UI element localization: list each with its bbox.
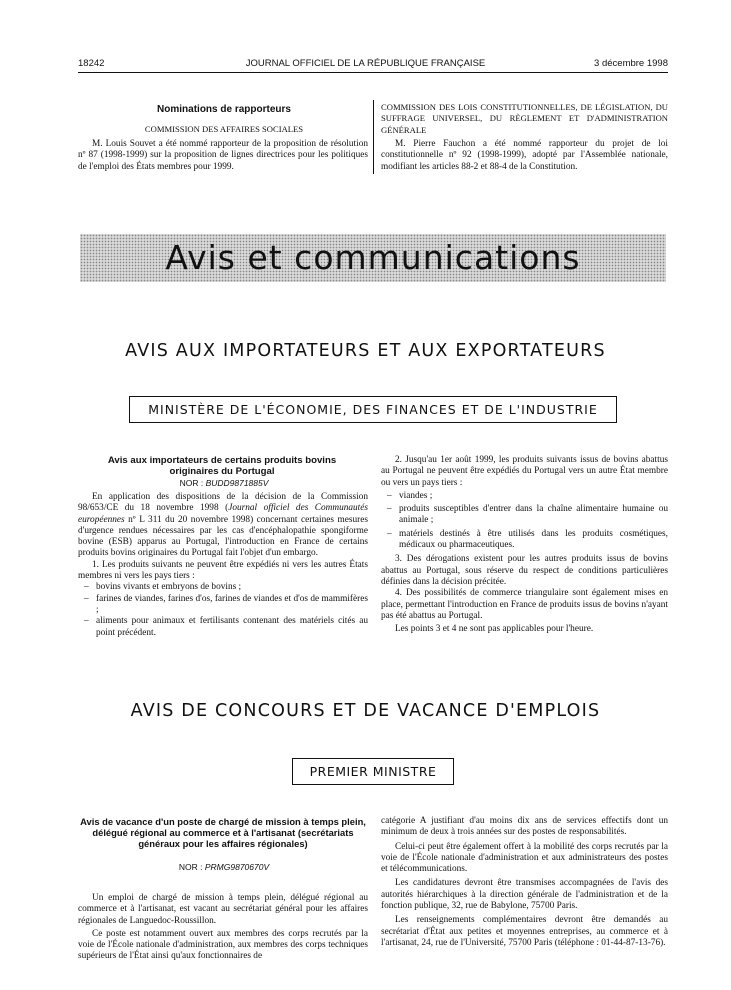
banner-title: Avis et communications — [165, 238, 581, 277]
notice-title-concours: Avis de vacance d'un poste de chargé de mission à temps plein, délégué régional au commerce et à l'artisanat (secrétariats généraux pour les affaires régionales) — [80, 816, 366, 850]
applications-paragraph: Les candidatures devront être transmises accompagnées de l'avis des autorités hiérarchiques à la direction générale de l'administration et de la fonction publique, 32, rue de Babylone, 75700 Paris. — [381, 878, 668, 912]
point-3: 3. Des dérogations existent pour les autres produits issus de bovins abattus au Portugal, sous réserve du respect de conditions particulières définies dans la décision précitée. — [381, 554, 668, 587]
list-item: – bovins vivants et embryons de bovins ; — [78, 582, 368, 593]
nor-importateurs — [78, 478, 370, 488]
importateurs-right-column — [381, 455, 668, 635]
list-item: – viandes ; — [381, 491, 668, 502]
nor-label: NOR : — [178, 862, 203, 872]
list-item: – farines de viandes, farines d'os, farines de viandes et d'os de mammifères ; — [78, 594, 368, 617]
journal-title: JOURNAL OFFICIEL DE LA RÉPUBLIQUE FRANÇAISE — [245, 58, 486, 69]
premier-ministre-label: PREMIER MINISTRE — [309, 764, 437, 779]
point-4: 4. Des possibilités de commerce triangulaire sont également mises en place, permettant l'introduction en France de produits issus de bovins n'ayant pas été abattus au Portugal. — [381, 588, 668, 621]
nor-code: BUDD9871885V — [205, 478, 269, 488]
point-2-list — [381, 491, 668, 551]
point-1-list — [78, 582, 368, 638]
point-1: 1. Les produits suivants ne peuvent être expédiés ni vers les autres États membres ni vers les pays tiers : — [78, 559, 368, 582]
commission-lois-label: COMMISSION DES LOIS CONSTITUTIONNELLES, DE LÉGISLATION, DU SUFFRAGE UNIVERSEL, DU RÈGLEMENT ET D'ADMINISTRATION GÉNÉRALE — [381, 102, 668, 135]
concours-left-column — [78, 893, 368, 963]
header-rule — [78, 72, 668, 73]
importateurs-left-column — [78, 492, 368, 639]
nominations-title: Nominations de rapporteurs — [157, 104, 291, 115]
avis-communications-banner — [80, 234, 666, 282]
page-number: 18242 — [78, 58, 105, 69]
point-2: 2. Jusqu'au 1er août 1999, les produits suivants issus de bovins abattus au Portugal ne peuvent être expédiés du Portugal vers un autre État membre ou vers un pays tiers : — [381, 455, 668, 488]
nomination-souvet: M. Louis Souvet a été nommé rapporteur de la proposition de résolution nº 87 (1998-1999) sur la proposition de lignes directrices pour les politiques de l'emploi des États membres pour 1999. — [78, 139, 368, 172]
closing-note: Les points 3 et 4 ne sont pas applicables pour l'heure. — [395, 624, 594, 635]
intro-paragraph: En application des dispositions de la décision de la Commission 98/653/CE du 18 novembre 1998 (Journal officiel des Communautés européennes nº L 311 du 20 novembre 1998) concernant certaines mesures d'urgence rendues nécessaires par les cas d'encéphalopathie spongiforme bovine (ESB) apparus au Portugal, l'introduction en France de certains produits bovins originaires du Portugal fait l'objet d'un embargo. — [78, 492, 368, 559]
issue-date: 3 décembre 1998 — [594, 58, 668, 69]
ministry-economie-label: MINISTÈRE DE L'ÉCONOMIE, DES FINANCES ET DE L'INDUSTRIE — [148, 402, 598, 417]
section-title-concours: AVIS DE CONCOURS ET DE VACANCE D'EMPLOIS — [130, 701, 601, 721]
eligibility-continued: catégorie A justifiant d'au moins dix ans de services effectifs dont un minimum de deux à trois années sur des postes de responsabilités. — [381, 816, 668, 838]
nomination-fauchon: M. Pierre Fauchon a été nommé rapporteur du projet de loi constitutionnelle nº 92 (1998-1999), adopté par l'Assemblée nationale, modifiant les articles 88-2 et 88-4 de la Constitution. — [381, 139, 668, 172]
nor-concours — [78, 862, 370, 872]
nor-code: PRMG9870670V — [204, 862, 270, 872]
list-item: – aliments pour animaux et fertilisants contenant des matériels cités au point précédent. — [78, 616, 368, 639]
contact-paragraph: Les renseignements complémentaires devront être demandés au secrétariat d'État aux petites et moyennes entreprises, au commerce et à l'artisanat, 24, rue de l'Université, 75700 Paris (téléphone : 01-44-87-13-76). — [381, 915, 668, 948]
mobility-paragraph: Celui-ci peut être également offert à la mobilité des corps recrutés par la voie de l'École nationale d'administration et aux administrateurs des postes et télécommunications. — [381, 841, 668, 875]
concours-right-column — [381, 816, 668, 949]
notice-title-importateurs: Avis aux importateurs de certains produits bovins originaires du Portugal — [107, 455, 337, 477]
vacancy-paragraph: Un emploi de chargé de mission à temps plein, délégué régional au commerce et à l'artisanat, est vacant au secrétariat général pour les affaires régionales de Languedoc-Roussillon. — [78, 893, 368, 926]
nor-label: NOR : — [179, 478, 204, 488]
list-item: – produits susceptibles d'entrer dans la chaîne alimentaire humaine ou animale ; — [381, 504, 668, 527]
eligibility-paragraph: Ce poste est notamment ouvert aux membres des corps recrutés par la voie de l'École nationale d'administration, aux membres des corps techniques supérieurs de l'État ainsi qu'aux fonctionnaires de — [78, 928, 368, 962]
commission-lois — [381, 102, 668, 136]
list-item: – matériels destinés à être utilisés dans les produits cosmétiques, médicaux ou pharmaceutiques. — [381, 529, 668, 552]
column-divider — [373, 100, 374, 174]
premier-ministre-box — [292, 758, 454, 785]
commission-affaires-sociales: COMMISSION DES AFFAIRES SOCIALES — [144, 124, 304, 134]
ministry-economie-box — [129, 396, 617, 423]
section-title-importateurs: AVIS AUX IMPORTATEURS ET AUX EXPORTATEURS — [125, 341, 606, 361]
